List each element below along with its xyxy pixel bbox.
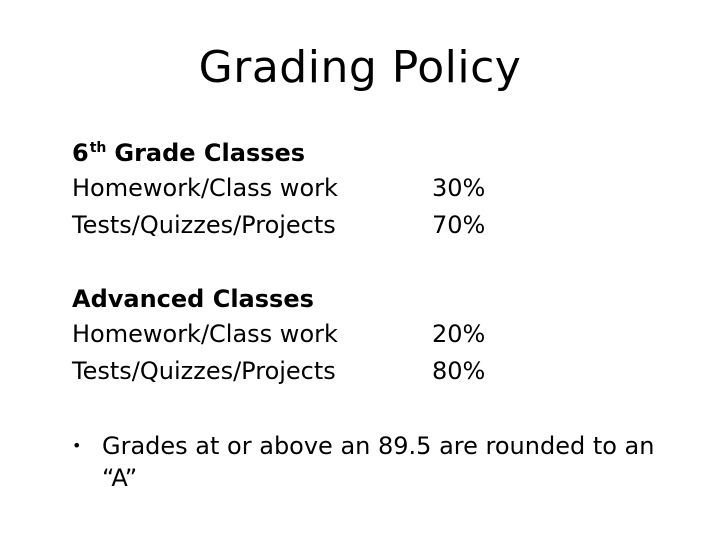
grade-weight-row — [72, 207, 486, 244]
category-label: Tests/Quizzes/Projects — [72, 211, 336, 239]
weight-value: 70% — [432, 211, 486, 239]
weight-value: 80% — [432, 357, 486, 385]
weight-value: 30% — [432, 174, 486, 202]
heading-ordinal-suffix: th — [89, 140, 107, 156]
heading-grade-number: 6 — [72, 139, 89, 167]
grade-weight-row — [72, 353, 486, 390]
rounding-note-text: Grades at or above an 89.5 are rounded to an “A” — [102, 432, 655, 492]
rounding-note — [72, 430, 672, 494]
category-label: Homework/Class work — [72, 320, 338, 348]
grade-weight-row — [72, 316, 486, 353]
slide-title: Grading Policy — [198, 42, 522, 93]
bullet-icon: • — [72, 436, 82, 455]
heading-text: Grade Classes — [114, 139, 306, 167]
section-heading: Advanced Classes — [72, 285, 314, 313]
section-6th-grade-classes — [72, 136, 486, 244]
section-heading — [72, 136, 305, 170]
category-label: Homework/Class work — [72, 174, 338, 202]
category-label: Tests/Quizzes/Projects — [72, 357, 336, 385]
section-advanced-classes — [72, 282, 486, 390]
weight-value: 20% — [432, 320, 486, 348]
grade-weight-row — [72, 170, 486, 207]
